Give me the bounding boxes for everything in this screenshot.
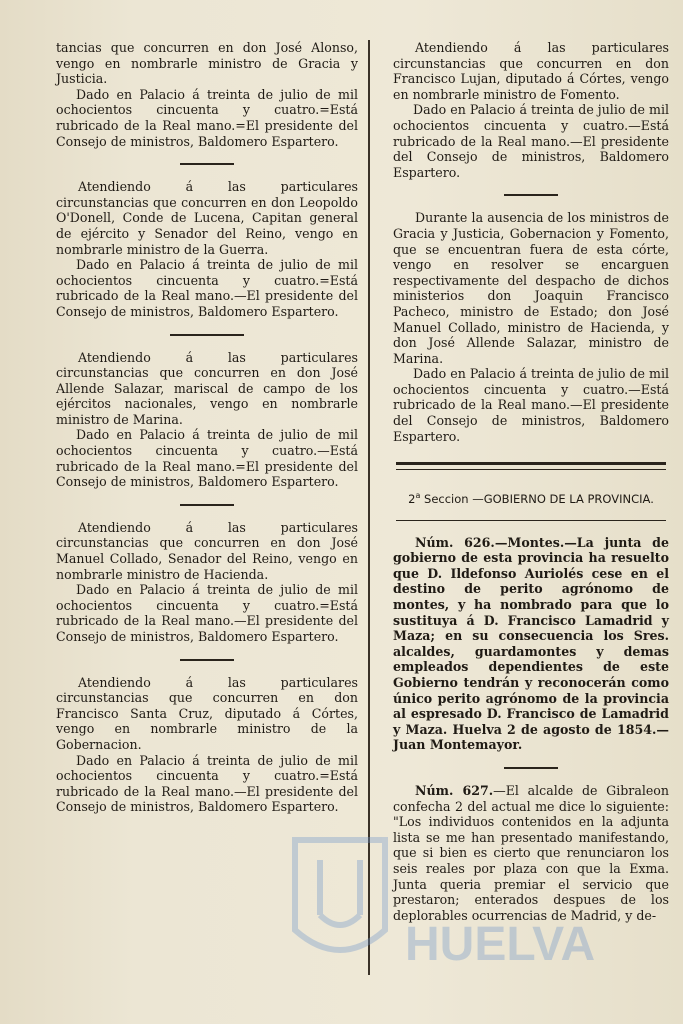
section-ordinal: a [415, 491, 421, 501]
separator [180, 163, 234, 165]
decree-signature: Dado en Palacio á treinta de julio de mil ochocientos cincuenta y cuatro.=Está rubricado de la Real mano.—El presidente del Consejo de ministros, Baldomero Espartero. [56, 752, 358, 815]
decree-text: tancias que concurren en don José Alonso, vengo en nombrarle ministro de Gracia y Justicia. [56, 40, 358, 87]
decree-signature: Dado en Palacio á treinta de julio de mil ochocientos cincuenta y cuatro.=Está rubricado de la Real mano.=El presidente del Consejo de ministros, Baldomero Espartero. [56, 86, 358, 149]
separator [170, 334, 244, 336]
decree-block-ausencia [393, 210, 669, 444]
watermark-text: HUELVA [405, 918, 596, 971]
decree-block-gobernacion [56, 675, 358, 815]
notice-number: Núm. 626. [415, 534, 495, 550]
decree-block-marina [56, 350, 358, 490]
decree-signature: Dado en Palacio á treinta de julio de mil ochocientos cincuenta y cuatro.—Está rubricado de la Real mano.=El presidente del Consejo de ministros, Baldomero Espartero. [56, 427, 358, 490]
section-title: Seccion —GOBIERNO DE LA PROVINCIA. [424, 492, 654, 507]
section-number: 2 [408, 492, 416, 507]
notice-text: —Montes.—La junta de gobierno de esta provincia ha resuelto que D. Ildefonso Auriolés cese en el destino de perito agrónomo de montes, y ha nombrado para que lo sustituya á D. Francisco Lamadrid y Maza; en su consecuencia los Sres. alcaldes, guardamontes y demas empleados dependientes de este Gobierno tendrán y reconocerán como único perito agrónomo de la provincia al espresado D. Francisco de Lamadrid y Maza. Huelva 2 de agosto de 1854.—Juan Montemayor. [393, 534, 669, 753]
decree-text: Atendiendo á las particulares circunstancias que concurren en don Leopoldo O'Donell, Conde de Lucena, Capitan general de ejército y Senador del Reino, vengo en nombrarle ministro de la Guerra. [56, 179, 358, 257]
separator [180, 659, 234, 661]
right-column [393, 40, 669, 923]
section-rule-thick [396, 462, 666, 465]
notice-627 [393, 783, 669, 923]
column-divider [368, 40, 370, 975]
section-rule-under [396, 520, 666, 521]
notice-626 [393, 535, 669, 753]
decree-block-guerra [56, 179, 358, 319]
decree-block-fomento [393, 40, 669, 180]
decree-signature: Dado en Palacio á treinta de julio de mil ochocientos cincuenta y cuatro.—Está rubricado de la Real mano.—El presidente del Consejo de ministros, Baldomero Espartero. [393, 102, 669, 180]
section-heading [393, 488, 669, 507]
decree-signature: Dado en Palacio á treinta de julio de mil ochocientos cincuenta y cuatro.=Está rubricado de la Real mano.—El presidente del Consejo de ministros, Baldomero Espartero. [56, 582, 358, 644]
separator [180, 504, 234, 506]
decree-block-gracia-justicia [56, 40, 358, 149]
section-rule-thin [396, 469, 666, 470]
decree-text: Durante la ausencia de los ministros de Gracia y Justicia, Gobernacion y Fomento, que se encuentran fuera de esta córte, vengo en resolver se encarguen respectivamente del despacho de dichos ministerios don Joaquin Francisco Pacheco, ministro de Estado; don José Manuel Collado, ministro de Hacienda, y don José Allende Salazar, ministro de Marina. [393, 210, 669, 366]
notice-number: Núm. 627. [415, 782, 494, 798]
separator [504, 194, 558, 196]
decree-text: Atendiendo á las particulares circunstancias que concurren en don Francisco Santa Cruz, diputado á Córtes, vengo en nombrarle ministro de la Gobernacion. [56, 674, 358, 752]
separator [504, 767, 558, 769]
decree-text: Atendiendo á las particulares circunstancias que concurren en don Francisco Lujan, diputado á Córtes, vengo en nombrarle ministro de Fomento. [393, 40, 669, 102]
left-column [56, 40, 358, 815]
decree-text: Atendiendo á las particulares circunstancias que concurren en don José Manuel Collado, Senador del Reino, vengo en nombrarle ministro de Hacienda. [56, 519, 358, 582]
decree-signature: Dado en Palacio á treinta de julio de mil ochocientos cincuenta y cuatro.—Está rubricado de la Real mano.—El presidente del Consejo de ministros, Baldomero Espartero. [393, 366, 669, 444]
decree-text: Atendiendo á las particulares circunstancias que concurren en don José Allende Salazar, mariscal de campo de los ejércitos nacionales, vengo en nombrarle ministro de Marina. [56, 349, 358, 427]
decree-signature: Dado en Palacio á treinta de julio de mil ochocientos cincuenta y cuatro.=Está rubricado de la Real mano.—El presidente del Consejo de ministros, Baldomero Espartero. [56, 257, 358, 319]
decree-block-hacienda [56, 520, 358, 645]
notice-text: —El alcalde de Gibraleon confecha 2 del actual me dice lo siguiente: "Los individuos contenidos en la adjunta lista se me han presentado manifestando, que si bien es cierto que renunciaron los seis reales por plaza con que la Exma. Junta queria premiar el servicio que prestaron; enterados despues de los deplorables ocurrencias de Madrid, y de- [393, 782, 669, 923]
